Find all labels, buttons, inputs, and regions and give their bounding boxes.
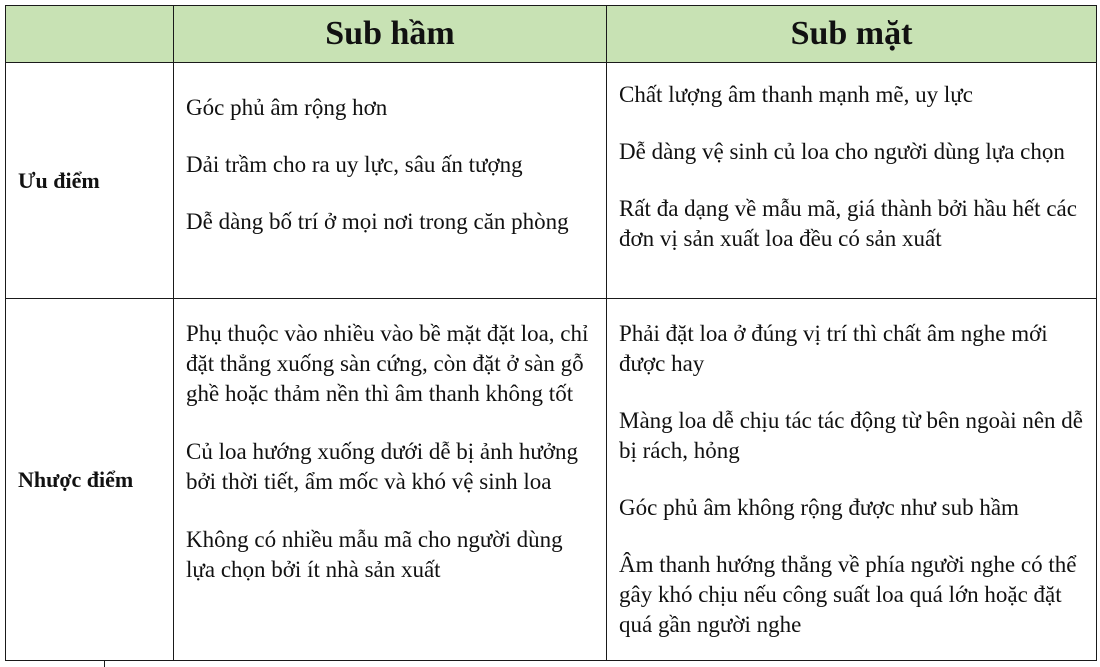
list-item: Dễ dàng vệ sinh củ loa cho người dùng lựa chọn (619, 139, 1065, 164)
list-item: Phải đặt loa ở đúng vị trí thì chất âm nghe mới được hay (619, 321, 1048, 376)
table-row-cons (6, 299, 1097, 661)
list-item: Góc phủ âm không rộng được như sub hầm (619, 495, 1019, 520)
row-label-cons: Nhược điểm (6, 299, 174, 661)
footer-divider (104, 661, 105, 667)
list-item: Chất lượng âm thanh mạnh mẽ, uy lực (619, 82, 973, 107)
list-item: Dễ dàng bố trí ở mọi nơi trong căn phòng (186, 209, 569, 234)
header-sub-ham: Sub hầm (174, 6, 607, 63)
header-sub-mat: Sub mặt (607, 6, 1097, 63)
list-item: Không có nhiều mẫu mã cho người dùng lựa chọn bởi ít nhà sản xuất (186, 527, 563, 582)
row-label-pros: Ưu điểm (6, 63, 174, 299)
list-item: Củ loa hướng xuống dưới dễ bị ảnh hưởng bởi thời tiết, ẩm mốc và khó vệ sinh loa (186, 439, 579, 494)
cell-pros-sub-ham (174, 63, 607, 299)
list-item: Góc phủ âm rộng hơn (186, 95, 388, 120)
list-item: Dải trầm cho ra uy lực, sâu ấn tượng (186, 152, 523, 177)
list-item: Âm thanh hướng thẳng về phía người nghe có thể gây khó chịu nếu công suất loa quá lớn hoặc đặt quá gần người nghe (619, 552, 1077, 637)
header-row (6, 6, 1097, 63)
comparison-table (5, 5, 1097, 661)
cell-cons-sub-ham (174, 299, 607, 661)
header-corner-cell (6, 6, 174, 63)
table-row-pros (6, 63, 1097, 299)
list-item: Phụ thuộc vào nhiều vào bề mặt đặt loa, chỉ đặt thẳng xuống sàn cứng, còn đặt ở sàn gỗ ghề hoặc thảm nền thì âm thanh không tốt (186, 321, 589, 406)
cell-pros-sub-mat (607, 63, 1097, 299)
list-item: Màng loa dễ chịu tác tác động từ bên ngoài nên dễ bị rách, hỏng (619, 408, 1084, 463)
cell-cons-sub-mat (607, 299, 1097, 661)
list-item: Rất đa dạng về mẫu mã, giá thành bởi hầu hết các đơn vị sản xuất loa đều có sản xuất (619, 196, 1077, 251)
